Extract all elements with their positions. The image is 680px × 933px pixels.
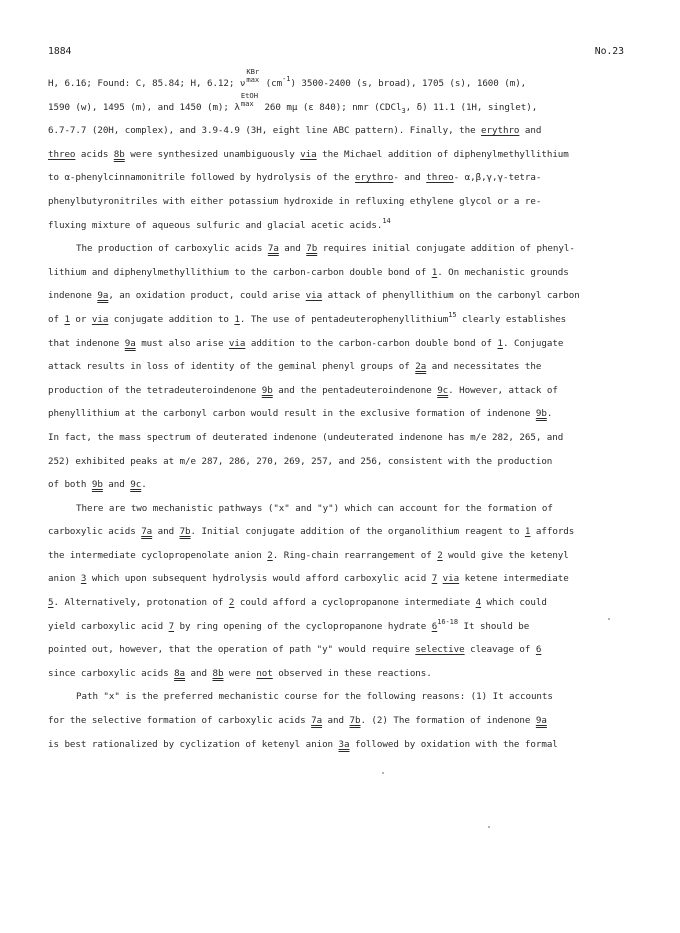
page-number: 1884 xyxy=(48,46,72,57)
article-body xyxy=(48,67,638,756)
text-line: Path "x" is the preferred mechanistic course for the following reasons: (1) It accounts xyxy=(76,691,553,703)
text-line: 1590 (w), 1495 (m), and 1450 (m); λ EtOH max 260 mμ (ε 840); nmr (CDCl$_3$, δ) 11.1 (1H, singlet), xyxy=(48,90,538,115)
text-line: In fact, the mass spectrum of deuterated indenone (undeuterated indenone has m/e 282, 265, and xyxy=(48,431,564,443)
text-line: attack results in loss of identity of the geminal phenyl groups of 2a and necessitates the xyxy=(48,361,542,373)
text-line: since carboxylic acids 8a and 8b were not observed in these reactions. xyxy=(48,667,432,679)
text-line: threo acids 8b were synthesized unambiguously via the Michael addition of diphenylmethyllithium xyxy=(48,148,569,160)
text-line: H, 6.16; Found: C, 85.84; H, 6.12; ν KBr max $(cm^{-1})$ 3500-2400 (s, broad), 1705 (s), 1600 (m), xyxy=(48,67,527,89)
text-line: 5. Alternatively, protonation of 2 could afford a cyclopropanone intermediate 4 which could xyxy=(48,597,547,609)
paragraph-1 xyxy=(48,67,638,237)
scan-speck xyxy=(608,618,610,620)
scan-speck xyxy=(488,826,490,828)
paragraph-4 xyxy=(48,685,638,756)
text-line: The production of carboxylic acids 7a and 7b requires initial conjugate addition of phenyl- xyxy=(76,243,575,255)
text-line: the intermediate cyclopropenolate anion 2. Ring-chain rearrangement of 2 would give the ketenyl xyxy=(48,549,569,561)
scan-speck xyxy=(382,772,384,774)
text-line: to α-phenylcinnamonitrile followed by hydrolysis of the erythro- and threo- α,β,γ,γ-tetra- xyxy=(48,172,542,184)
reference-marker: 15 xyxy=(448,310,457,319)
text-line: There are two mechanistic pathways ("x" and "y") which can account for the formation of xyxy=(76,502,553,514)
text-line: that indenone 9a must also arise via addition to the carbon-carbon double bond of 1. Conjugate xyxy=(48,337,564,349)
reference-marker: 16-18 xyxy=(437,617,459,626)
text-line: carboxylic acids 7a and 7b. Initial conjugate addition of the organolithium reagent to 1 affords xyxy=(48,526,575,538)
text-line: is best rationalized by cyclization of ketenyl anion 3a followed by oxidation with the formal xyxy=(48,738,558,750)
text-line: 6.7-7.7 (20H, complex), and 3.9-4.9 (3H, eight line ABC pattern). Finally, the erythro and xyxy=(48,125,542,137)
text-line: indenone 9a, an oxidation product, could arise via attack of phenyllithium on the carbonyl carbon xyxy=(48,290,580,302)
issue-number: No.23 xyxy=(594,46,624,57)
paragraph-3 xyxy=(48,497,638,686)
paragraph-2 xyxy=(48,237,638,497)
ir-subscript-stack: KBr max xyxy=(246,67,260,84)
text-line: of both 9b and 9c. xyxy=(48,479,147,491)
text-line: anion 3 which upon subsequent hydrolysis would afford carboxylic acid 7 via ketene intermediate xyxy=(48,573,569,585)
text-line: pointed out, however, that the operation of path "y" would require selective cleavage of 6 xyxy=(48,644,542,656)
text-line: lithium and diphenylmethyllithium to the carbon-carbon double bond of 1. On mechanistic grounds xyxy=(48,266,569,278)
text-line: of 1 or via conjugate addition to 1. The use of pentadeuterophenyllithium$^{15}$ clearly establishes xyxy=(48,310,567,325)
text-line: yield carboxylic acid 7 by ring opening of the cyclopropanone hydrate 6$^{16-18}$ It should be xyxy=(48,617,530,632)
text-line: 252) exhibited peaks at m/e 287, 286, 270, 269, 257, and 256, consistent with the production xyxy=(48,455,553,467)
text-line: phenyllithium at the carbonyl carbon would result in the exclusive formation of indenone 9b. xyxy=(48,408,553,420)
text-line: fluxing mixture of aqueous sulfuric and glacial acetic acids.$^{14}$ xyxy=(48,216,391,231)
reference-marker: 14 xyxy=(382,216,391,225)
text-line: production of the tetradeuteroindenone 9b and the pentadeuteroindenone 9c. However, attack of xyxy=(48,384,558,396)
text-line: for the selective formation of carboxylic acids 7a and 7b. (2) The formation of indenone 9a xyxy=(48,715,547,727)
text-line: phenylbutyronitriles with either potassium hydroxide in refluxing ethylene glycol or a re- xyxy=(48,195,542,207)
uv-subscript-stack: EtOH max xyxy=(240,90,258,108)
